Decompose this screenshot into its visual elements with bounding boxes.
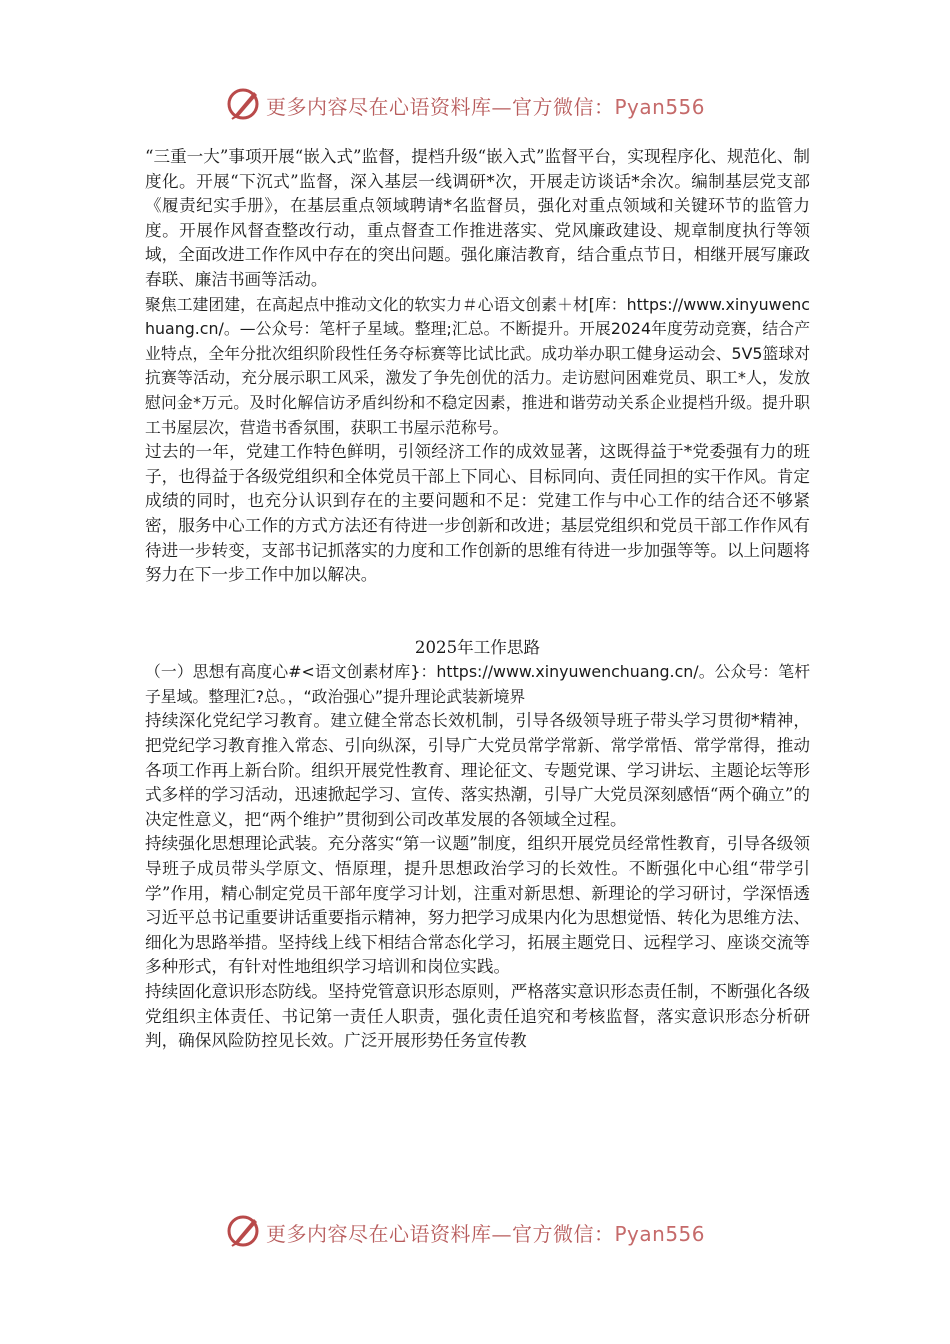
quill-logo-icon <box>226 1213 262 1249</box>
paragraph-supervision: “三重一大”事项开展“嵌入式”监督，提档升级“嵌入式”监督平台，实现程序化、规范化、制度化。开展“下沉式”监督，深入基层一线调研*次，开展走访谈话*余次。编制基层党支部《履责纪实手册》，在基层重点领域聘请*名监督员，强化对重点领域和关键环节的监管力度。开展作风督查整改行动，重点督查工作推进落实、党风廉政建设、规章制度执行等领域，全面改进工作作风中存在的突出问题。强化廉洁教育，结合重点节日，相继开展写廉政春联、廉洁书画等活动。 <box>145 147 810 289</box>
quill-logo-icon <box>226 86 262 122</box>
paragraph-ideology-defense: 持续固化意识形态防线。坚持党管意识形态原则，严格落实意识形态责任制，不断强化各级党组织主体责任、书记第一责任人职责，强化责任追究和考核监督，落实意识形态分析研判，确保风险防控见长效。广泛开展形势任务宣传教 <box>145 982 810 1051</box>
wechat-id: Pyan556 <box>614 95 706 119</box>
banner-label: 更多内容尽在心语资料库—官方微信： <box>266 1222 615 1246</box>
section-heading: 2025年工作思路 <box>414 637 541 657</box>
banner-label: 更多内容尽在心语资料库—官方微信： <box>266 95 615 119</box>
wechat-id: Pyan556 <box>614 1222 706 1246</box>
footer-banner <box>0 1211 950 1251</box>
subheading-ideology: （一）思想有高度心#<语文创素材库}：https://www.xinyuwenchuang.cn/。公众号：笔杆子星域。整理汇?总。，“政治强心”提升理论武装新境界 <box>145 662 810 706</box>
paragraph-summary: 过去的一年，党建工作特色鲜明，引领经济工作的成效显著，这既得益于*党委强有力的班子，也得益于各级党组织和全体党员干部上下同心、目标同向、责任同担的实干作风。肯定成绩的同时，也充分认识到存在的主要问题和不足：党建工作与中心工作的结合还不够紧密，服务中心工作的方式方法还有待进一步创新和改进；基层党组织和党员干部工作作风有待进一步转变，支部书记抓落实的力度和工作创新的思维有待进一步加强等等。以上问题将努力在下一步工作中加以解决。 <box>145 442 810 585</box>
paragraph-discipline-study: 持续深化党纪学习教育。建立健全常态长效机制，引导各级领导班子带头学习贯彻*精神，把党纪学习教育推入常态、引向纵深，引导广大党员常学常新、常学常悟、常学常得，推动各项工作再上新台阶。组织开展党性教育、理论征文、专题党课、学习讲坛、主题论坛等形式多样的学习活动，迅速掀起学习、宣传、落实热潮，引导广大党员深刻感悟“两个确立”的决定性意义，把“两个维护”贯彻到公司改革发展的各领域全过程。 <box>145 711 810 829</box>
paragraph-union-culture: 聚焦工建团建，在高起点中推动文化的软实力＃心语文创素＋材[库：https://www.xinyuwenchuang.cn/。—公众号：笔杆子星域。整理;汇总。不断提升。开展2024年度劳动竞赛，结合产业特点，全年分批次组织阶段性任务夺标赛等比试比武。成功举办职工健身运动会、5V5篮球对抗赛等活动，充分展示职工风采，激发了争先创优的活力。走访慰问困难党员、职工*人，发放慰问金*万元。及时化解信访矛盾纠纷和不稳定因素，推进和谐劳动关系企业提档升级。提升职工书屋层次，营造书香氛围，获职工书屋示范称号。 <box>145 294 810 437</box>
banner-text <box>266 1218 705 1247</box>
header-banner <box>0 84 950 124</box>
paragraph-theory-armament: 持续强化思想理论武装。充分落实“第一议题”制度，组织开展党员经常性教育，引导各级领导班子成员带头学原文、悟原理，提升思想政治学习的长效性。不断强化中心组“带学引学”作用，精心制定党员干部年度学习计划，注重对新思想、新理论的学习研讨，学深悟透习近平总书记重要讲话重要指示精神，努力把学习成果内化为思想觉悟、转化为思维方法、细化为思路举措。坚持线上线下相结合常态化学习，拓展主题党日、远程学习、座谈交流等多种形式，有针对性地组织学习培训和岗位实践。 <box>145 834 810 977</box>
document-body <box>145 145 810 1054</box>
banner-text <box>266 91 705 120</box>
spacer <box>145 588 810 636</box>
